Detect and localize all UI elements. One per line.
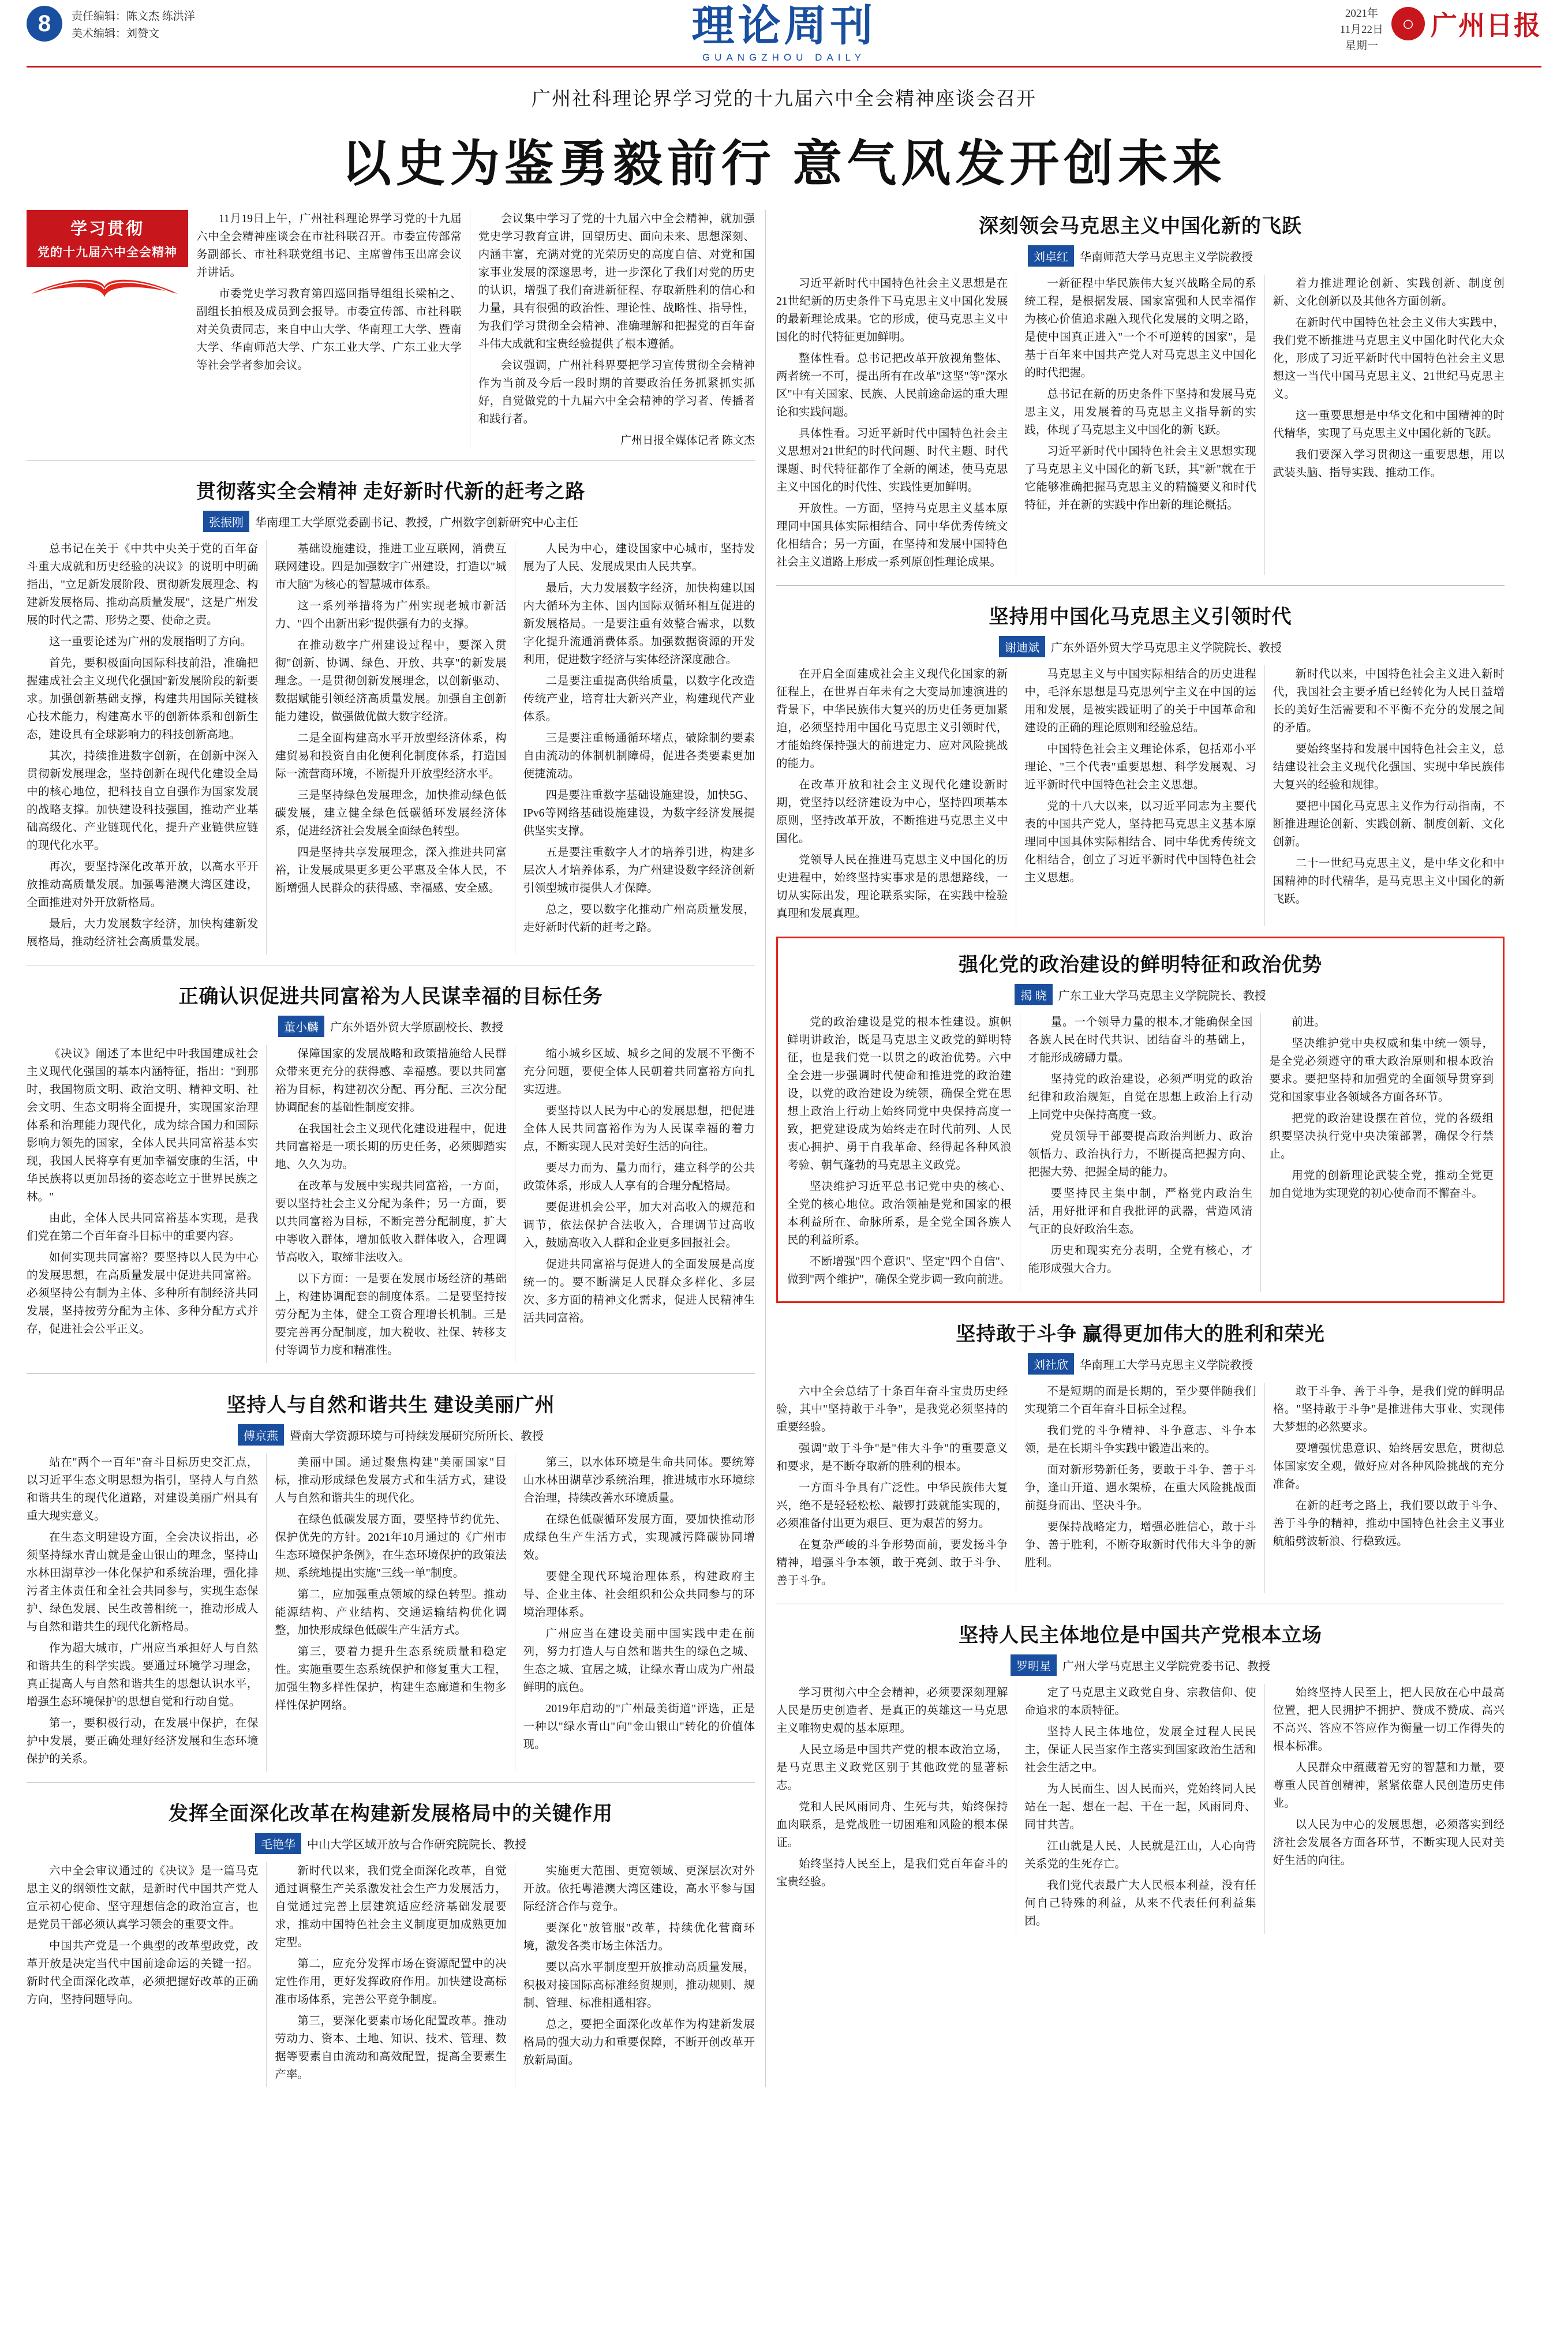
text-column: [27, 1454, 258, 1772]
paragraph: 六中全会审议通过的《决议》是一篇马克思主义的纲领性文献，是新时代中国共产党人宣示初心使命、坚守理想信念的政治宣言，也是党员干部必须认真学习领会的重要文件。: [27, 1865, 259, 1931]
article-title-7: 强化党的政治建设的鲜明特征和政治优势: [959, 954, 1322, 976]
badge-line-1: 学习贯彻: [70, 220, 144, 238]
paragraph: 人民立场是中国共产党的根本政治立场，是马克思主义政党区别于其他政党的显著标志。: [776, 1744, 1008, 1792]
paragraph: 11月19日上午，广州社科理论界学习党的十九届六中全会精神座谈会在市社科联召开。市委宣传部常务副部长、市社科联党组书记、主席曾伟玉出席会议并讲话。: [196, 213, 462, 279]
paragraph: 具体性看。习近平新时代中国特色社会主义思想对21世纪的时代问题、时代主题、时代课题、时代特征都作了全新的阐述，使马克思主义中国化的时代性、实践性更加鲜明。: [776, 428, 1008, 493]
paragraph: 保障国家的发展战略和政策措施给人民群众带来更充分的获得感、幸福感。要以共同富裕为目标，构建初次分配、再分配、三次分配协调配套的基础性制度安排。: [275, 1048, 507, 1114]
text-column: [776, 1383, 1008, 1593]
paragraph: 市委党史学习教育第四巡回指导组组长梁柏之、副组长拍根及成员到会报导。市委宣传部、市社科联对关负责同志，来自中山大学、华南理工大学、暨南大学、华南师范大学、广东工业大学、广东工业大学等社会学者参加会议。: [196, 288, 462, 372]
paragraph: 缩小城乡区域、城乡之间的发展不平衡不充分问题，要使全体人民朝着共同富裕方向扎实迈进。: [523, 1048, 755, 1096]
paragraph: 第一，要积极行动，在发展中保护，在保护中发展，要正确处理好经济发展和生态环境保护的关系。: [27, 1717, 259, 1765]
article-byline-6: [776, 636, 1505, 657]
paragraph: 总书记在关于《中共中央关于党的百年奋斗重大成就和历史经验的决议》的说明中明确指出，"立足新发展阶段、贯彻新发展理念、构建新发展格局、推动高质量发展"，这是广州发展的时代之需、形势之要、使命之责。: [27, 543, 259, 627]
paragraph: 由此，全体人民共同富裕基本实现，是我们党在第二个百年奋斗目标中的重要内容。: [27, 1212, 259, 1242]
paragraph: 习近平新时代中国特色社会主义思想是在21世纪新的历史条件下马克思主义中国化发展的最新理论成果。它的形成，使马克思主义中国化的时代特征更加鲜明。: [776, 278, 1008, 343]
paragraph: 党和人民风雨同舟、生死与共，始终保持血肉联系，是党战胜一切困难和风险的根本保证。: [776, 1801, 1008, 1849]
campaign-badge-box: [27, 210, 188, 267]
paragraph: 始终坚持人民至上，把人民放在心中最高位置，把人民拥护不拥护、赞成不赞成、高兴不高兴、答应不答应作为衡量一切工作得失的根本标准。: [1273, 1687, 1505, 1753]
paragraph: 以人民为中心的发展思想，必须落实到经济社会发展各方面各环节，不断实现人民对美好生活的向往。: [1273, 1819, 1505, 1867]
paragraph: 我们党代表最广大人民根本利益，没有任何自己特殊的利益，从来不代表任何利益集团。: [1024, 1880, 1256, 1927]
masthead: [27, 0, 1541, 65]
intro-text-col-1: [196, 210, 462, 450]
article-byline-5: [776, 245, 1505, 267]
paragraph: 这一重要思想是中华文化和中国精神的时代精华，实现了马克思主义中国化新的飞跃。: [1273, 410, 1505, 440]
paragraph: 为人民而生、因人民而兴，党始终同人民站在一起、想在一起、干在一起，风雨同舟、同甘共苦。: [1024, 1783, 1256, 1831]
paragraph: 量。一个领导力量的根本,才能确保全国各族人民在时代共识、团结奋斗的基础上，才能形成磅礴力量。: [1028, 1016, 1253, 1064]
section-title: 理论周刊: [691, 3, 877, 50]
text-column: [27, 540, 258, 954]
article-body-4: [27, 1862, 755, 2087]
lead-headline: 以史为鉴勇毅前行 意气风发开创未来: [341, 136, 1227, 192]
left-column: [27, 210, 755, 2087]
article-body-6: [776, 665, 1505, 926]
paragraph: 六中全会总结了十条百年奋斗宝贵历史经验，其中"坚持敢于斗争"，是我党必须坚持的重要经验。: [776, 1386, 1008, 1433]
author-name: 刘社欣: [1028, 1353, 1074, 1375]
paragraph: 会议强调，广州社科界要把学习宣传贯彻全会精神作为当前及今后一段时期的首要政治任务抓紧抓实抓好，自觉做党的十九届六中全会精神的学习者、传播者和践行者。: [478, 360, 755, 425]
divider: [27, 1782, 755, 1783]
article-title-8: 坚持敢于斗争 赢得更加伟大的胜利和荣光: [956, 1324, 1325, 1345]
page-column-separator: [765, 210, 766, 2087]
date-year: 2021年: [1345, 8, 1378, 20]
paragraph: 要增强忧患意识、始终居安思危，贯彻总体国家安全观，做好应对各种风险挑战的充分准备。: [1273, 1443, 1505, 1491]
column-separator: [1260, 1013, 1261, 1292]
author-name: 董小麟: [278, 1016, 324, 1037]
page-number: 8: [27, 6, 62, 42]
paragraph: 《决议》阐述了本世纪中叶我国建成社会主义现代化强国的基本内涵特征，指出："到那时，我国物质文明、政治文明、精神文明、社会文明、生态文明将全面提升，实现国家治理体系和治理能力现代化，成为综合国力和国际影响力领先的国家，全体人民共同富裕基本实现，我国人民将享有更加幸福安康的生活，中华民族将以更加昂扬的姿态屹立于世界民族之林。": [27, 1048, 259, 1203]
author-name: 张振刚: [203, 511, 249, 532]
paragraph: 强调"敢于斗争"是"伟大斗争"的重要意义和要求，是不断夺取新的胜利的根本。: [776, 1443, 1008, 1473]
paragraph: 三是坚持绿色发展理念，加快推动绿色低碳发展，建立健全绿色低碳循环发展经济体系，促进经济社会发展全面绿色转型。: [275, 789, 507, 837]
paragraph: 我们要深入学习贯彻这一重要思想，用以武装头脑、指导实践、推动工作。: [1273, 449, 1505, 479]
paragraph: 着力推进理论创新、实践创新、制度创新、文化创新以及其他各方面创新。: [1273, 278, 1505, 308]
author-affiliation: 暨南大学资源环境与可持续发展研究所所长、教授: [290, 1430, 544, 1443]
paragraph: 敢于斗争、善于斗争，是我们党的鲜明品格。"坚持敢于斗争"是推进伟大事业、实现伟大梦想的必然要求。: [1273, 1386, 1505, 1433]
paragraph: 马克思主义与中国实际相结合的历史进程中，毛泽东思想是马克思列宁主义在中国的运用和发展，是被实践证明了的关于中国革命和建设的正确的理论原则和经验总结。: [1024, 668, 1256, 734]
newspaper-logo-icon: ○: [1391, 7, 1425, 40]
paragraph: 新时代以来，我们党全面深化改革，自觉通过调整生产关系激发社会生产力发展活力，自觉通过完善上层建筑适应经济基础发展要求，推动中国特色社会主义制度更加成熟更加定型。: [275, 1865, 507, 1949]
paragraph: 要以高水平制度型开放推动高质量发展，积极对接国际高标准经贸规则，推动规则、规制、管理、标准相通相容。: [523, 1961, 755, 2009]
author-affiliation: 广东工业大学马克思主义学院院长、教授: [1058, 990, 1266, 1002]
paragraph: 要保持战略定力，增强必胜信心，敢于斗争、善于胜利，不断夺取新时代伟大斗争的新胜利。: [1024, 1521, 1256, 1569]
text-column: [523, 1862, 755, 2087]
article-body-7: [787, 1013, 1494, 1292]
paragraph: 历史和现实充分表明，全党有核心，才能形成强大合力。: [1028, 1245, 1253, 1275]
paragraph: 在改革开放和社会主义现代化建设新时期，党坚持以经济建设为中心，坚持四项基本原则，坚持改革开放，不断推进马克思主义中国化。: [776, 779, 1008, 845]
column-separator: [1264, 275, 1265, 575]
paragraph: 一方面斗争具有广泛性。中华民族伟大复兴，绝不是轻轻松松、敲锣打鼓就能实现的，必须准备付出更为艰巨、更为艰苦的努力。: [776, 1482, 1008, 1530]
author-affiliation: 华南师范大学马克思主义学院教授: [1080, 251, 1253, 264]
publication-date: [1340, 6, 1383, 54]
paragraph: 作为超大城市，广州应当承担好人与自然和谐共生的科学实践。要通过环境学习理念，真正提高人与自然和谐共生的思想认识水平，增强生态环境保护的思想自觉和行动自觉。: [27, 1642, 259, 1708]
paragraph: 坚决维护习近平总书记党中央的核心、全党的核心地位。政治领袖是党和国家的根本利益所在、命脉所系，是全党全国各族人民的利益所系。: [787, 1181, 1012, 1246]
text-column: [1024, 275, 1256, 575]
paragraph: 一新征程中华民族伟大复兴战略全局的系统工程，是根据发展、国家富强和人民幸福作为核心价值追求融入现代化发展的文明之路，是使中国真正进入"一个不可逆转的国家"，是基于百年来中国共产党人对马克思主义中国化的时代把握。: [1024, 278, 1256, 379]
paragraph: 第三，要深化要素市场化配置改革。推动劳动力、资本、土地、知识、技术、管理、数据等要素自由流动和高效配置，提高全要素生产率。: [275, 2015, 507, 2081]
paragraph: 四是要注重数字基础设施建设，加快5G、IPv6等网络基础设施建设，为数字经济发展提供坚实支撑。: [523, 789, 755, 837]
author-affiliation: 广东外语外贸大学原副校长、教授: [330, 1021, 503, 1034]
paragraph: 首先，要积极面向国际科技前沿，准确把握建成社会主义现代化强国"新发展阶段的新要求。加强创新基础支撑，构建共用国际关键核心技术能力，构建高水平的创新体系和创新生态，建设具有全球影响力的科技创新高地。: [27, 657, 259, 741]
column-separator: [266, 1862, 267, 2087]
article-title-2: 正确认识促进共同富裕为人民谋幸福的目标任务: [178, 986, 603, 1008]
paragraph: 新时代以来，中国特色社会主义进入新时代，我国社会主要矛盾已经转化为人民日益增长的美好生活需要和不平衡不充分的发展之间的矛盾。: [1273, 668, 1505, 734]
paragraph: 总之，要把全面深化改革作为构建新发展格局的强大动力和重要保障，不断开创改革开放新局面。: [523, 2019, 755, 2066]
paragraph: 要坚持民主集中制，严格党内政治生活，用好批评和自我批评的武器，营造风清气正的良好政治生态。: [1028, 1188, 1253, 1235]
byline-signature: 广州日报全媒体记者 陈文杰: [620, 435, 755, 447]
text-column: [27, 1862, 258, 2087]
author-name: 罗明星: [1011, 1654, 1057, 1676]
editor-line-2: 美术编辑：刘赞文: [72, 28, 160, 40]
brand-logo-block: [1391, 5, 1541, 43]
paragraph: 其次，持续推进数字创新，在创新中深入贯彻新发展理念，坚持创新在现代化建设全局中的核心地位，把科技自立自强作为国家发展的战略支撑。加快建设科技强国，推动产业基础高级化、产业链现代化，提升产业链供应链的现代化水平。: [27, 750, 259, 852]
paragraph: 不断增强"四个意识"、坚定"四个自信"、做到"两个维护"，确保全党步调一致向前进。: [787, 1256, 1012, 1286]
open-book-icon: [27, 264, 188, 307]
paragraph: 始终坚持人民至上，是我们党百年奋斗的宝贵经验。: [776, 1858, 1008, 1888]
article-body-9: [776, 1684, 1505, 1934]
paragraph: 要健全现代环境治理体系，构建政府主导、企业主体、社会组织和公众共同参与的环境治理体系。: [523, 1571, 755, 1619]
text-column: [1273, 1684, 1505, 1934]
newspaper-name: 广州日报: [1431, 11, 1541, 40]
date-monthday: 11月22日: [1339, 24, 1383, 36]
campaign-badge: [27, 210, 196, 450]
paragraph: 要坚持以人民为中心的发展思想，把促进全体人民共同富裕作为为人民谋幸福的着力点，不断实现人民对美好生活的向往。: [523, 1105, 755, 1153]
text-column: [1024, 1383, 1256, 1593]
paragraph: 中国特色社会主义理论体系，包括邓小平理论、"三个代表"重要思想、科学发展观、习近平新时代中国特色社会主义思想。: [1024, 743, 1256, 791]
paragraph: 江山就是人民、人民就是江山，人心向背关系党的生死存亡。: [1024, 1840, 1256, 1870]
column-separator: [1264, 1383, 1265, 1593]
paragraph: 在复杂严峻的斗争形势面前，要发扬斗争精神，增强斗争本领，敢于亮剑、敢于斗争、善于斗争。: [776, 1539, 1008, 1587]
paragraph: 要尽力而为、量力而行，建立科学的公共政策体系，形成人人享有的合理分配格局。: [523, 1162, 755, 1192]
paragraph: 中国共产党是一个典型的改革型政党，改革开放是决定当代中国前途命运的关键一招。新时代全面深化改革，必须把握好改革的正确方向，坚持问题导向。: [27, 1940, 259, 2006]
author-name: 傅京燕: [238, 1424, 284, 1446]
masthead-rule: [27, 66, 1541, 68]
author-affiliation: 华南理工大学马克思主义学院教授: [1080, 1359, 1253, 1372]
column-separator: [1264, 665, 1265, 926]
article-title-9: 坚持人民主体地位是中国共产党根本立场: [959, 1625, 1322, 1646]
text-column: [27, 1045, 258, 1363]
paragraph: 要促进机会公平，加大对高收入的规范和调节，依法保护合法收入，合理调节过高收入，鼓励高收入人群和企业更多回报社会。: [523, 1201, 755, 1249]
paragraph: 再次，要坚持深化改革开放，以高水平开放推动高质量发展。加强粤港澳大湾区建设，全面推进对外开放新格局。: [27, 861, 259, 909]
article-byline-9: [776, 1654, 1505, 1676]
author-name: 毛艳华: [255, 1833, 301, 1854]
article-byline-8: [776, 1353, 1505, 1375]
editor-line-1: 责任编辑：陈文杰 练洪洋: [72, 10, 195, 23]
paragraph: 不是短期的而是长期的，至少要伴随我们实现第二个百年奋斗目标全过程。: [1024, 1386, 1256, 1416]
intro-text-col-2: [478, 210, 755, 450]
paragraph: 学习贯彻六中全会精神，必须要深刻理解人民是历史创造者、是真正的英雄这一马克思主义唯物史观的基本原理。: [776, 1687, 1008, 1735]
paragraph: 会议集中学习了党的十九届六中全会精神，就加强党史学习教育宣讲，回望历史、面向未来、思想深刻、内涵丰富，充满对党的光荣历史的高度自信、对党和国家事业发展的深邃思考，进一步深化了我们对党的历史的认识，增强了我们奋进新征程、存取新胜利的信心和力量，具有很强的政治性、理论性、战略性、指导性，为我们学习贯彻全会精神、准确理解和把握党的百年奋斗伟大成就和宝贵经验提供了根本遵循。: [478, 213, 755, 350]
text-column: [275, 1045, 506, 1363]
text-column: [1273, 665, 1505, 926]
paragraph: 最后，大力发展数字经济，加快构建新发展格局，推动经济社会高质量发展。: [27, 918, 259, 948]
article-byline-7: [787, 984, 1494, 1005]
article-body-1: [27, 540, 755, 954]
column-separator: [1264, 1684, 1265, 1934]
right-column: [776, 210, 1505, 2087]
paragraph: 在推动数字广州建设过程中，要深入贯彻"创新、协调、绿色、开放、共享"的新发展理念。一是贯彻创新发展理念，以创新驱动、数据赋能引领经济高质量发展。加强自主创新能力建设，做强做优做大数字经济。: [275, 639, 507, 723]
text-column: [776, 275, 1008, 575]
column-separator: [266, 540, 267, 954]
paragraph: 开放性。一方面，坚持马克思主义基本原理同中国具体实际相结合、同中华优秀传统文化相结合；另一方面，在坚持和发展中国特色社会主义道路上形成一系列原创性理论成果。: [776, 503, 1008, 568]
paragraph: 以下方面：一是要在发展市场经济的基础上，构建协调配套的制度体系。二是要坚持按劳分配为主体，健全工资合理增长机制。三是要完善再分配制度，加大税收、社保、转移支付等调节力度和精准性。: [275, 1273, 507, 1357]
text-column: [275, 1862, 506, 2087]
author-name: 揭 晓: [1015, 984, 1053, 1005]
column-separator: [266, 1045, 267, 1363]
article-title-5: 深刻领会马克思主义中国化新的飞跃: [979, 216, 1302, 237]
lead-intro: [27, 210, 755, 450]
paragraph: 二是全面构建高水平开放型经济体系，构建贸易和投资自由化便利化制度体系，打造国际一流营商环境，不断提升开放型经济水平。: [275, 732, 507, 780]
article-title-4: 发挥全面深化改革在构建新发展格局中的关键作用: [169, 1803, 613, 1825]
paragraph: 坚决维护党中央权威和集中统一领导，是全党必须遵守的重大政治原则和根本政治要求。要把坚持和加强党的全面领导贯穿到党和国家事业各领域各方面各环节。: [1269, 1038, 1494, 1103]
text-column: [1024, 665, 1256, 926]
date-weekday: 星期一: [1345, 40, 1378, 52]
paragraph: 总书记在新的历史条件下坚持和发展马克思主义，用发展着的马克思主义指导新的实践，体现了马克思主义中国化的新飞跃。: [1024, 388, 1256, 436]
text-column: [275, 540, 506, 954]
article-body-3: [27, 1454, 755, 1772]
badge-line-2: 党的十九届六中全会精神: [38, 245, 177, 259]
paragraph: 如何实现共同富裕？要坚持以人民为中心的发展思想，在高质量发展中促进共同富裕。必须坚持公有制为主体、多种所有制经济共同发展，坚持按劳分配为主体、多种分配方式并存，促进社会公平正义。: [27, 1252, 259, 1335]
paragraph: 要深化"放管服"改革，持续优化营商环境，激发各类市场主体活力。: [523, 1922, 755, 1952]
article-body-5: [776, 275, 1505, 575]
paragraph: 用党的创新理论武装全党，推动全党更加自觉地为实现党的初心使命而不懈奋斗。: [1269, 1170, 1494, 1200]
text-column: [523, 1454, 755, 1772]
paragraph: 党员领导干部要提高政治判断力、政治领悟力、政治执行力，不断提高把握方向、把握大势、把握全局的能力。: [1028, 1130, 1253, 1178]
paragraph: 总之，要以数字化推动广州高质量发展，走好新时代新的赶考之路。: [523, 904, 755, 934]
text-column: [523, 540, 755, 954]
divider: [27, 1373, 755, 1374]
masthead-right: [1340, 5, 1541, 54]
paragraph: 把党的政治建设摆在首位，党的各级组织要坚决执行党中央决策部署，确保令行禁止。: [1269, 1113, 1494, 1160]
masthead-title-block: [27, 2, 1541, 63]
paragraph: 坚持党的政治建设，必须严明党的政治纪律和政治规矩，自觉在思想上政治上行动上同党中央保持高度一致。: [1028, 1073, 1253, 1121]
paragraph: 最后，大力发展数字经济，加快构建以国内大循环为主体、国内国际双循环相互促进的新发展格局。一是要注重有效整合需求，以数字化提升流通消费体系。加强数据资源的开发利用，促进数字经济与实体经济深度融合。: [523, 582, 755, 666]
author-affiliation: 华南理工大学原党委副书记、教授，广州数字创新研究中心主任: [255, 516, 578, 529]
article-byline-3: [27, 1424, 755, 1446]
article-byline-2: [27, 1016, 755, 1037]
author-name: 谢迪斌: [999, 636, 1045, 657]
text-column: [523, 1045, 755, 1363]
paragraph: 基础设施建设，推进工业互联网，消费互联网建设。四是加强数字广州建设，打造以"城市大脑"为核心的智慧城市体系。: [275, 543, 507, 591]
text-column: [787, 1013, 1012, 1292]
paragraph: 广州应当在建设美丽中国实践中走在前列，努力打造人与自然和谐共生的绿色之城、生态之城、宜居之城，让绿水青山成为广州最鲜明的底色。: [523, 1628, 755, 1694]
highlighted-article-7: [776, 937, 1505, 1303]
article-title-3: 坚持人与自然和谐共生 建设美丽广州: [226, 1395, 555, 1416]
paragraph: 在我国社会主义现代化建设进程中，促进共同富裕是一项长期的历史任务，必须脚踏实地、久久为功。: [275, 1123, 507, 1171]
paragraph: 促进共同富裕与促进人的全面发展是高度统一的。要不断满足人民群众多样化、多层次、多方面的精神文化需求，促进人民精神生活共同富裕。: [523, 1259, 755, 1324]
paragraph: 在开启全面建成社会主义现代化国家的新征程上，在世界百年未有之大变局加速演进的背景下，中华民族伟大复兴的历史任务更加紧迫，必须坚持用中国化马克思主义引领时代，才能始终保持强大的前进定力、应对风险挑战的能力。: [776, 668, 1008, 770]
text-column: [1024, 1684, 1256, 1934]
paragraph: 在绿色低碳循环发展方面，要加快推动形成绿色生产生活方式，实现减污降碳协同增效。: [523, 1514, 755, 1562]
text-column: [776, 1684, 1008, 1934]
paragraph: 要始终坚持和发展中国特色社会主义，总结建设社会主义现代化强国、实现中华民族伟大复兴的经验和规律。: [1273, 743, 1505, 791]
text-column: [1273, 1383, 1505, 1593]
paragraph: 在新的赶考之路上，我们要以敢于斗争、善于斗争的精神，推动中国特色社会主义事业航船劈波斩浪、行稳致远。: [1273, 1500, 1505, 1548]
paragraph: 要把中国化马克思主义作为行动指南，不断推进理论创新、实践创新、制度创新、文化创新。: [1273, 800, 1505, 848]
paragraph: 整体性看。总书记把改革开放视角整体、两者统一不可，提出所有在改革"这坚"等"深水区"中有关国家、民族、人民前途命运的重大理论和实践问题。: [776, 353, 1008, 418]
author-affiliation: 广州大学马克思主义学院党委书记、教授: [1062, 1660, 1270, 1673]
section-subtitle: GUANGZHOU DAILY: [702, 52, 866, 63]
divider: [776, 585, 1505, 586]
paragraph: 美丽中国。通过聚焦构建"美丽国家"目标，推动形成绿色发展方式和生活方式，建设人与自然和谐共生的现代化。: [275, 1457, 507, 1504]
paragraph: 党的政治建设是党的根本性建设。旗帜鲜明讲政治，既是马克思主义政党的鲜明特征，也是我们党一以贯之的政治优势。六中全会进一步强调时代使命和推进党的政治建设，以党的政治建设为统领，确保全党在思想上政治上行动上始终同党中央保持高度一致，把党建设成为始终走在时代前列、人民衷心拥护、勇于自我革命、经得起各种风浪考验、朝气蓬勃的马克思主义政党。: [787, 1016, 1012, 1171]
paragraph: 五是要注重数字人才的培养引进，构建多层次人才培养体系，为广州建设数字经济创新引领型城市提供人才保障。: [523, 847, 755, 894]
paragraph: 二十一世纪马克思主义，是中华文化和中国精神的时代精华，是马克思主义中国化的新飞跃。: [1273, 858, 1505, 905]
paragraph: 坚持人民主体地位，发展全过程人民民主，保证人民当家作主落实到国家政治生活和社会生活之中。: [1024, 1726, 1256, 1774]
paragraph: 在生态文明建设方面，全会决议指出，必须坚持绿水青山就是金山银山的理念，坚持山水林田湖草沙一体化保护和系统治理，强化排污者主体责任和全社会共同参与，实现生态保护、绿色发展、民生改善相统一，推动形成人与自然和谐共生的现代化新格局。: [27, 1532, 259, 1633]
editor-credits: [72, 8, 195, 43]
paragraph: 党的十八大以来，以习近平同志为主要代表的中国共产党人，坚持把马克思主义基本原理同中国具体实际相结合、同中华优秀传统文化相结合，创立了习近平新时代中国特色社会主义思想。: [1024, 800, 1256, 884]
paragraph: 第三，要着力提升生态系统质量和稳定性。实施重要生态系统保护和修复重大工程，加强生物多样性保护，构建生态廊道和生物多样性保护网络。: [275, 1646, 507, 1712]
text-column: [1028, 1013, 1253, 1292]
lead-kicker: 广州社科理论界学习党的十九届六中全会精神座谈会召开: [532, 89, 1036, 110]
text-column: [776, 665, 1008, 926]
paragraph: 定了马克思主义政党自身、宗教信仰、使命追求的本质特征。: [1024, 1687, 1256, 1717]
author-affiliation: 广东外语外贸大学马克思主义学院院长、教授: [1051, 642, 1282, 654]
author-affiliation: 中山大学区域开放与合作研究院院长、教授: [307, 1839, 526, 1851]
paragraph: 在新时代中国特色社会主义伟大实践中，我们党不断推进马克思主义中国化时代化大众化，形成了习近平新时代中国特色社会主义思想这一当代中国马克思主义、21世纪马克思主义。: [1273, 317, 1505, 400]
top-section: [27, 210, 1541, 2087]
paragraph: 人民群众中蕴藏着无穷的智慧和力量，要尊重人民首创精神，紧紧依靠人民创造历史伟业。: [1273, 1762, 1505, 1810]
article-byline-1: [27, 511, 755, 532]
paragraph: 第二，应加强重点领域的绿色转型。推动能源结构、产业结构、交通运输结构优化调整，加快形成绿色低碳生产生活方式。: [275, 1589, 507, 1637]
paragraph: 习近平新时代中国特色社会主义思想实现了马克思主义中国化的新飞跃，其"新"就在于它能够准确把握马克思主义的精髓要义和时代特征，并在新的实践中作出新的理论概括。: [1024, 445, 1256, 511]
paragraph: 三是要注重畅通循环堵点，破除制约要素自由流动的体制机制障碍，促进各类要素更加便捷流动。: [523, 732, 755, 780]
paragraph: 四是坚持共享发展理念，深入推进共同富裕，让发展成果更多更公平惠及全体人民，不断增强人民群众的获得感、幸福感、安全感。: [275, 847, 507, 894]
paragraph: 我们党的斗争精神、斗争意志、斗争本领，是在长期斗争实践中锻造出来的。: [1024, 1425, 1256, 1455]
article-title-1: 贯彻落实全会精神 走好新时代新的赶考之路: [196, 481, 586, 503]
paragraph: 面对新形势新任务，要敢于斗争、善于斗争，逢山开道、遇水架桥，在重大风险挑战面前挺身而出、坚决斗争。: [1024, 1464, 1256, 1512]
paragraph: 党领导人民在推进马克思主义中国化的历史进程中，始终坚持实事求是的思想路线，一切从实际出发，理论联系实际，在实践中检验真理和发展真理。: [776, 854, 1008, 920]
paragraph: 2019年启动的"广州最美街道"评选，正是一种以"绿水青山"向"金山银山"转化的价值体现。: [523, 1703, 755, 1751]
text-column: [1273, 275, 1505, 575]
column-separator: [266, 1454, 267, 1772]
paragraph: 前进。: [1292, 1016, 1326, 1028]
paragraph: 二是要注重提高供给质量，以数字化改造传统产业，培育壮大新兴产业，构建现代产业体系。: [523, 675, 755, 723]
paragraph: 这一系列举措将为广州实现老城市新活力、"四个出新出彩"提供强有力的支撑。: [275, 600, 507, 630]
text-column: [275, 1454, 506, 1772]
paragraph: 站在"两个一百年"奋斗目标历史交汇点，以习近平生态文明思想为指引，坚持人与自然和谐共生的现代化道路，对建设美丽广州具有重大现实意义。: [27, 1457, 259, 1522]
article-title-6: 坚持用中国化马克思主义引领时代: [989, 606, 1292, 628]
paragraph: 实施更大范围、更宽领域、更深层次对外开放。依托粤港澳大湾区建设，高水平参与国际经济合作与竞争。: [523, 1865, 755, 1913]
text-column: [1269, 1013, 1494, 1292]
paragraph: 第二，应充分发挥市场在资源配置中的决定性作用，更好发挥政府作用。加快建设高标准市场体系，完善公平竞争制度。: [275, 1958, 507, 2006]
paragraph: 在改革与发展中实现共同富裕，一方面，要以坚持社会主义分配为条件；另一方面，要以共同富裕为目标，不断完善分配制度，扩大中等收入群体，增加低收入群体收入，合理调节高收入，取缔非法收入。: [275, 1180, 507, 1264]
author-name: 刘卓红: [1028, 245, 1074, 267]
article-body-8: [776, 1383, 1505, 1593]
paragraph: 这一重要论述为广州的发展指明了方向。: [49, 636, 252, 648]
paragraph: 在绿色低碳发展方面，要坚持节约优先、保护优先的方针。2021年10月通过的《广州市生态环境保护条例》，在生态环境保护的政策法规、系统地提出实施"三线一单"制度。: [275, 1514, 507, 1579]
article-byline-4: [27, 1833, 755, 1854]
paragraph: 第三，以水体环境是生命共同体。要统筹山水林田湖草沙系统治理，推进城市水环境综合治理，持续改善水环境质量。: [523, 1457, 755, 1504]
article-body-2: [27, 1045, 755, 1363]
paragraph: 人民为中心，建设国家中心城市，坚持发展为了人民、发展成果由人民共享。: [523, 543, 755, 573]
